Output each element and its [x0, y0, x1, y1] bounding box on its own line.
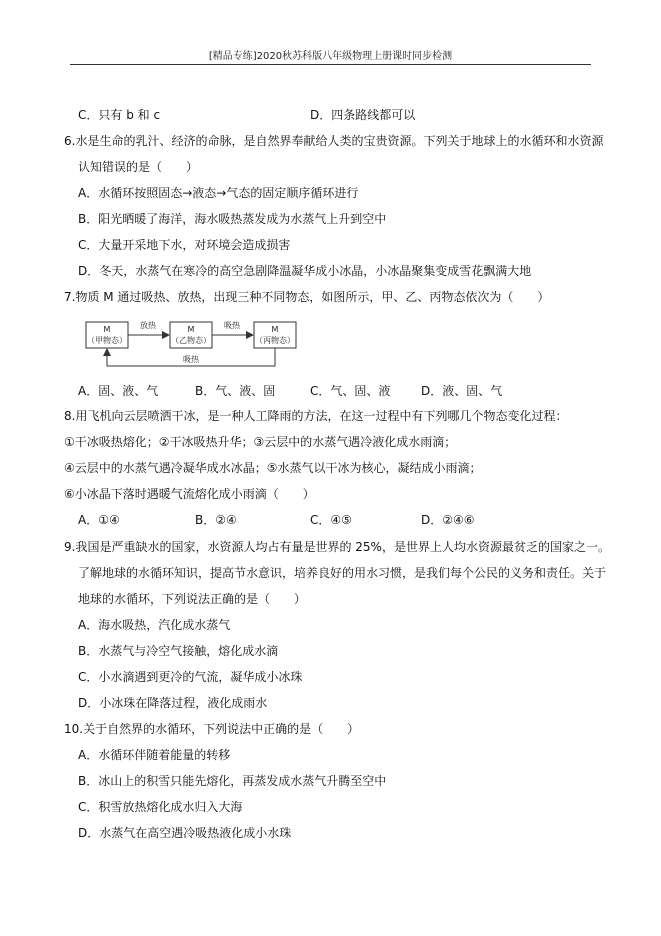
- q8-line1: ①干冰吸热熔化；②干冰吸热升华；③云层中的水蒸气遇冷液化成水雨滴；: [64, 435, 457, 449]
- q8-option-c: C．④⑤: [310, 513, 352, 527]
- q6-option-c: C．大量开采地下水，对环境会造成损害: [78, 238, 291, 252]
- q8-line3: ⑥小冰晶下落时遇暖气流熔化成小雨滴（ ）: [64, 487, 315, 501]
- header-rule: [70, 64, 591, 65]
- q6-option-b: B．阳光晒暖了海洋，海水吸热蒸发成为水蒸气上升到空中: [78, 212, 387, 226]
- q10-option-c: C．积雪放热熔化成水归入大海: [78, 800, 243, 814]
- q6-stem-line1: 6.水是生命的乳汁、经济的命脉，是自然界奉献给人类的宝贵资源。下列关于地球上的水循环和水资源: [64, 134, 604, 148]
- q6-option-a: A．水循环按照固态→液态→气态的固定顺序循环进行: [78, 186, 359, 200]
- q8-option-a: A．①④: [78, 513, 120, 527]
- q8-option-b: B．②④: [195, 513, 237, 527]
- q10-stem: 10.关于自然界的水循环，下列说法中正确的是（ ）: [64, 722, 360, 736]
- q7-option-a: A．固、液、气: [78, 384, 159, 398]
- q9-option-d: D．小冰珠在降落过程，液化成雨水: [78, 696, 268, 710]
- q5-option-c: C．只有 b 和 c: [78, 108, 161, 122]
- q7-option-c: C．气、固、液: [310, 384, 391, 398]
- q7-option-b: B．气、液、固: [195, 384, 276, 398]
- q9-option-c: C．小水滴遇到更冷的气流，凝华成小冰珠: [78, 670, 303, 684]
- arrow1-label: 放热: [140, 321, 156, 330]
- box2-bottom: （乙物态）: [171, 336, 211, 345]
- page-header: [精品专练]2020秋苏科版八年级物理上册课时同步检测: [208, 51, 453, 62]
- q9-option-a: A．海水吸热，汽化成水蒸气: [78, 618, 231, 632]
- q9-option-b: B．水蒸气与冷空气接触，熔化成水滴: [78, 644, 279, 658]
- arrow-back-label: 吸热: [183, 355, 199, 364]
- arrow2-label: 吸热: [224, 321, 240, 330]
- q9-stem-line3: 地球的水循环，下列说法正确的是（ ）: [78, 592, 307, 606]
- q7-stem: 7.物质 M 通过吸热、放热，出现三种不同物态，如图所示，甲、乙、丙物态依次为（ ）: [64, 290, 550, 304]
- q9-stem-line1: 9.我国是严重缺水的国家，水资源人均占有量是世界的 25%，是世界上人均水资源最贫乏的国家之一。: [64, 540, 610, 554]
- q6-stem-line2: 认知错误的是（ ）: [78, 160, 199, 174]
- q8-stem: 8.用飞机向云层喷洒干冰，是一种人工降雨的方法，在这一过程中有下列哪几个物态变化过程：: [64, 409, 568, 423]
- q8-line2: ④云层中的水蒸气遇冷凝华成水冰晶；⑤水蒸气以干冰为核心，凝结成小雨滴；: [64, 461, 482, 475]
- q6-option-d: D．冬天，水蒸气在寒冷的高空急剧降温凝华成小冰晶，小冰晶聚集变成雪花飘满大地: [78, 264, 532, 278]
- q10-option-a: A．水循环伴随着能量的转移: [78, 748, 231, 762]
- box3-bottom: （丙物态）: [255, 336, 295, 345]
- q7-option-d: D．液、固、气: [421, 384, 503, 398]
- box1-top: M: [103, 325, 111, 334]
- box3-top: M: [271, 325, 279, 334]
- box2-top: M: [187, 325, 195, 334]
- box1-bottom: （甲物态）: [87, 336, 127, 345]
- q10-option-b: B．冰山上的积雪只能先熔化，再蒸发成水蒸气升腾至空中: [78, 774, 387, 788]
- q10-option-d: D．水蒸气在高空遇冷吸热液化成小水珠: [78, 826, 292, 840]
- q8-option-d: D．②④⑥: [421, 513, 475, 527]
- q9-stem-line2: 了解地球的水循环知识，提高节水意识，培养良好的用水习惯，是我们每个公民的义务和责任。关于: [78, 566, 607, 580]
- state-change-diagram: [70, 312, 330, 374]
- q5-option-d: D．四条路线都可以: [310, 108, 416, 122]
